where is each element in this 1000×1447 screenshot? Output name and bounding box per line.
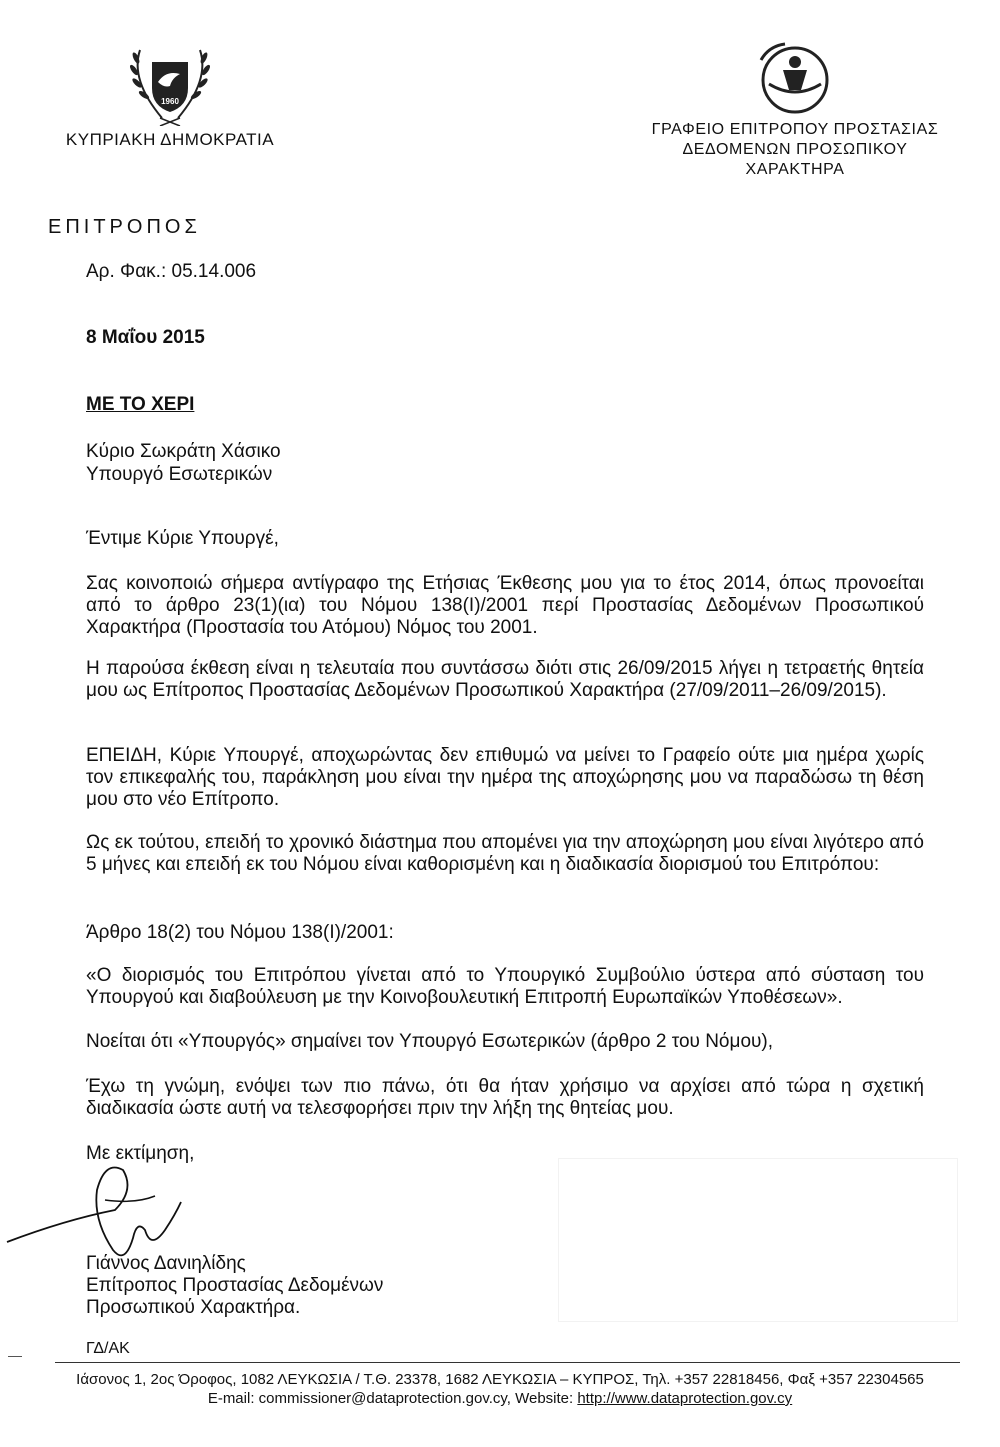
file-number: Αρ. Φακ.: 05.14.006 <box>86 261 257 282</box>
letter-date: 8 Μαΐου 2015 <box>86 327 205 348</box>
redacted-area <box>558 1158 958 1322</box>
header-left <box>55 40 285 150</box>
footer-margin-mark <box>8 1356 22 1357</box>
law-article-heading: Άρθρο 18(2) του Νόμου 138(Ι)/2001: <box>86 922 394 943</box>
closing: Με εκτίμηση, <box>86 1143 195 1164</box>
office-name-line-3: ΧΑΡΑΚΤΗΡΑ <box>745 161 845 178</box>
signer-block <box>86 1253 383 1319</box>
footer-email: E-mail: commissioner@dataprotection.gov.cy, Website: <box>207 1390 578 1407</box>
body-paragraph-5: Νοείται ότι «Υπουργός» σημαίνει τον Υπουργό Εσωτερικών (άρθρο 2 του Νόμου), <box>86 1031 774 1052</box>
body-paragraph-4: Ως εκ τούτου, επειδή το χρονικό διάστημα που απομένει για την αποχώρηση μου είναι λιγότερο από 5 μήνες και επειδή εκ του Νόμου είναι καθορισμένη και η διαδικασία διορισμού του Επιτρόπου: <box>86 832 924 875</box>
reference-initials: ΓΔ/ΑΚ <box>86 1340 130 1357</box>
data-protection-logo-icon <box>755 40 835 118</box>
law-quote: «Ο διορισμός του Επιτρόπου γίνεται από το Υπουργικό Συμβούλιο ύστερα από σύσταση του Υπουργού και διαβούλευση με την Κοινοβουλευτική Επιτροπή Ευρωπαϊκών Υποθέσεων». <box>86 965 924 1008</box>
body-paragraph-2: Η παρούσα έκθεση είναι η τελευταία που συντάσσω διότι στις 26/09/2015 λήγει η τετραετής θητεία μου ως Επίτροπος Προστασίας Δεδομένων Προσωπικού Χαρακτήρα (27/09/2011–26/09/2015). <box>86 658 924 701</box>
website-link[interactable]: http://www.dataprotection.gov.cy <box>577 1390 793 1407</box>
recipient-block <box>86 440 281 486</box>
body-paragraph-3: ΕΠΕΙΔΗ, Κύριε Υπουργέ, αποχωρώντας δεν επιθυμώ να μείνει το Γραφείο ούτε μια ημέρα χωρίς τον επικεφαλής του, παράκληση μου είναι την ημέρα της αποχώρησης μου να παραδώσω τη θέση μου στο νέο Επίτροπο. <box>86 745 924 810</box>
cyprus-coat-of-arms-icon <box>110 40 230 126</box>
delivery-method: ΜΕ ΤΟ ΧΕΡΙ <box>86 394 195 415</box>
office-name-line-1: ΓΡΑΦΕΙΟ ΕΠΙΤΡΟΠΟΥ ΠΡΟΣΤΑΣΙΑΣ <box>651 121 939 138</box>
letter-title: ΕΠΙΤΡΟΠΟΣ <box>48 216 201 238</box>
body-paragraph-1: Σας κοινοποιώ σήμερα αντίγραφο της Ετήσιας Έκθεσης μου για το έτος 2014, όπως προνοείται από το άρθρο 23(1)(ια) του Νόμου 138(Ι)/2001 περί Προστασίας Δεδομένων Προσωπικού Χαρακτήρα (Προστασία του Ατόμου) Νόμος του 2001. <box>86 573 924 638</box>
signer-title-2: Προσωπικού Χαρακτήρα. <box>86 1297 301 1318</box>
office-name-line-2: ΔΕΔΟΜΕΝΩΝ ΠΡΟΣΩΠΙΚΟΥ <box>682 141 908 158</box>
country-name: ΚΥΠΡΙΑΚΗ ΔΗΜΟΚΡΑΤΙΑ <box>65 130 275 149</box>
body-paragraph-6: Έχω τη γνώμη, ενόψει των πιο πάνω, ότι θα ήταν χρήσιμο να αρχίσει από τώρα η σχετική διαδικασία ώστε αυτή να τελεσφορήσει πριν την λήξη της θητείας μου. <box>86 1076 924 1119</box>
recipient-name: Κύριο Σωκράτη Χάσικο <box>86 441 281 462</box>
salutation: Έντιμε Κύριε Υπουργέ, <box>86 528 279 549</box>
signer-title-1: Επίτροπος Προστασίας Δεδομένων <box>86 1275 384 1296</box>
crest-year: 1960 <box>161 97 179 106</box>
footer-contact <box>40 1389 960 1408</box>
signer-name: Γιάννος Δανιηλίδης <box>86 1253 246 1274</box>
footer-address: Ιάσονος 1, 2ος Όροφος, 1082 ΛΕΥΚΩΣΙΑ / Τ.Θ. 23378, 1682 ΛΕΥΚΩΣΙΑ – ΚΥΠΡΟΣ, Τηλ. +357 22818456, Φαξ +357 22304565 <box>76 1371 924 1388</box>
footer-divider <box>55 1362 960 1363</box>
footer <box>40 1370 960 1408</box>
header-right <box>630 40 960 180</box>
recipient-title: Υπουργό Εσωτερικών <box>86 464 273 485</box>
